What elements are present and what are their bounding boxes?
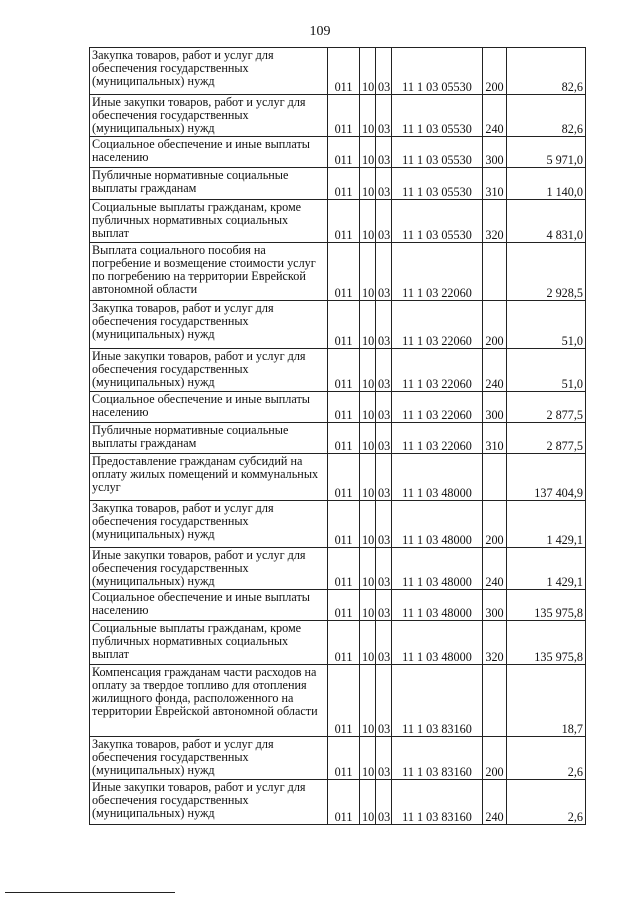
row-name: Иные закупки товаров, работ и услуг для обеспечения государственных (муниципальных) нужд [90, 548, 328, 590]
amount-value: 1 140,0 [507, 168, 586, 200]
target-article-code: 11 1 03 22060 [392, 423, 483, 454]
target-article-code: 11 1 03 48000 [392, 590, 483, 621]
amount-value: 82,6 [507, 48, 586, 95]
row-name: Иные закупки товаров, работ и услуг для обеспечения государственных (муниципальных) нужд [90, 349, 328, 392]
ministry-code: 011 [328, 95, 360, 137]
row-name: Закупка товаров, работ и услуг для обеспечения государственных (муниципальных) нужд [90, 48, 328, 95]
subsection-code: 03 [376, 501, 392, 548]
section-code: 10 [360, 48, 376, 95]
subsection-code: 03 [376, 665, 392, 737]
amount-value: 18,7 [507, 665, 586, 737]
section-code: 10 [360, 780, 376, 825]
section-code: 10 [360, 168, 376, 200]
section-code: 10 [360, 95, 376, 137]
row-name: Иные закупки товаров, работ и услуг для обеспечения государственных (муниципальных) нужд [90, 95, 328, 137]
ministry-code: 011 [328, 243, 360, 301]
table-row [90, 423, 586, 454]
amount-value: 2 877,5 [507, 423, 586, 454]
target-article-code: 11 1 03 05530 [392, 95, 483, 137]
subsection-code: 03 [376, 349, 392, 392]
subsection-code: 03 [376, 48, 392, 95]
ministry-code: 011 [328, 501, 360, 548]
expense-type-code: 240 [483, 349, 507, 392]
section-code: 10 [360, 737, 376, 780]
target-article-code: 11 1 03 48000 [392, 621, 483, 665]
amount-value: 82,6 [507, 95, 586, 137]
amount-value: 135 975,8 [507, 590, 586, 621]
expense-type-code: 310 [483, 168, 507, 200]
section-code: 10 [360, 137, 376, 168]
expense-type-code: 240 [483, 780, 507, 825]
row-name: Закупка товаров, работ и услуг для обеспечения государственных (муниципальных) нужд [90, 501, 328, 548]
page-number: 109 [309, 24, 331, 39]
row-name: Социальное обеспечение и иные выплаты населению [90, 392, 328, 423]
expense-type-code: 240 [483, 95, 507, 137]
target-article-code: 11 1 03 22060 [392, 301, 483, 349]
subsection-code: 03 [376, 243, 392, 301]
table-row [90, 590, 586, 621]
row-name: Социальные выплаты гражданам, кроме публичных нормативных социальных выплат [90, 200, 328, 243]
footer-divider [5, 892, 175, 893]
subsection-code: 03 [376, 392, 392, 423]
target-article-code: 11 1 03 05530 [392, 200, 483, 243]
section-code: 10 [360, 200, 376, 243]
expense-type-code: 240 [483, 548, 507, 590]
table-row [90, 168, 586, 200]
amount-value: 2,6 [507, 780, 586, 825]
table-row [90, 200, 586, 243]
amount-value: 4 831,0 [507, 200, 586, 243]
table-row [90, 95, 586, 137]
table-row [90, 665, 586, 737]
target-article-code: 11 1 03 48000 [392, 501, 483, 548]
ministry-code: 011 [328, 301, 360, 349]
target-article-code: 11 1 03 05530 [392, 137, 483, 168]
subsection-code: 03 [376, 200, 392, 243]
table-row [90, 548, 586, 590]
amount-value: 2,6 [507, 737, 586, 780]
section-code: 10 [360, 349, 376, 392]
expense-type-code: 300 [483, 590, 507, 621]
table-row [90, 737, 586, 780]
expense-type-code: 310 [483, 423, 507, 454]
table-row [90, 243, 586, 301]
ministry-code: 011 [328, 548, 360, 590]
section-code: 10 [360, 423, 376, 454]
row-name: Социальные выплаты гражданам, кроме публичных нормативных социальных выплат [90, 621, 328, 665]
ministry-code: 011 [328, 392, 360, 423]
expense-type-code: 300 [483, 392, 507, 423]
subsection-code: 03 [376, 168, 392, 200]
amount-value: 51,0 [507, 349, 586, 392]
row-name: Социальное обеспечение и иные выплаты населению [90, 137, 328, 168]
target-article-code: 11 1 03 48000 [392, 548, 483, 590]
section-code: 10 [360, 454, 376, 501]
expense-type-code: 200 [483, 48, 507, 95]
row-name: Публичные нормативные социальные выплаты гражданам [90, 168, 328, 200]
subsection-code: 03 [376, 548, 392, 590]
section-code: 10 [360, 301, 376, 349]
row-name: Иные закупки товаров, работ и услуг для обеспечения государственных (муниципальных) нужд [90, 780, 328, 825]
row-name: Закупка товаров, работ и услуг для обеспечения государственных (муниципальных) нужд [90, 737, 328, 780]
target-article-code: 11 1 03 22060 [392, 243, 483, 301]
ministry-code: 011 [328, 48, 360, 95]
amount-value: 135 975,8 [507, 621, 586, 665]
target-article-code: 11 1 03 48000 [392, 454, 483, 501]
table-row [90, 501, 586, 548]
table-row [90, 454, 586, 501]
subsection-code: 03 [376, 737, 392, 780]
subsection-code: 03 [376, 301, 392, 349]
section-code: 10 [360, 621, 376, 665]
ministry-code: 011 [328, 454, 360, 501]
target-article-code: 11 1 03 05530 [392, 48, 483, 95]
ministry-code: 011 [328, 168, 360, 200]
expense-type-code [483, 243, 507, 301]
target-article-code: 11 1 03 05530 [392, 168, 483, 200]
amount-value: 2 877,5 [507, 392, 586, 423]
amount-value: 5 971,0 [507, 137, 586, 168]
table-row [90, 621, 586, 665]
table-body [90, 48, 586, 825]
ministry-code: 011 [328, 737, 360, 780]
table-row [90, 780, 586, 825]
table-row [90, 137, 586, 168]
target-article-code: 11 1 03 83160 [392, 665, 483, 737]
amount-value: 2 928,5 [507, 243, 586, 301]
expense-type-code: 200 [483, 301, 507, 349]
row-name: Выплата социального пособия на погребение и возмещение стоимости услуг по погребению на территории Еврейской автономной области [90, 243, 328, 301]
expense-type-code: 320 [483, 200, 507, 243]
amount-value: 137 404,9 [507, 454, 586, 501]
section-code: 10 [360, 392, 376, 423]
table-row [90, 349, 586, 392]
section-code: 10 [360, 590, 376, 621]
expense-type-code [483, 454, 507, 501]
ministry-code: 011 [328, 137, 360, 168]
row-name: Компенсация гражданам части расходов на оплату за твердое топливо для отопления жилищного фонда, расположенного на территории Еврейской автономной области [90, 665, 328, 737]
expense-type-code [483, 665, 507, 737]
row-name: Социальное обеспечение и иные выплаты населению [90, 590, 328, 621]
expense-type-code: 200 [483, 737, 507, 780]
expense-type-code: 300 [483, 137, 507, 168]
ministry-code: 011 [328, 780, 360, 825]
expense-type-code: 320 [483, 621, 507, 665]
row-name: Предоставление гражданам субсидий на оплату жилых помещений и коммунальных услуг [90, 454, 328, 501]
ministry-code: 011 [328, 349, 360, 392]
amount-value: 51,0 [507, 301, 586, 349]
subsection-code: 03 [376, 137, 392, 168]
budget-table [89, 47, 586, 825]
row-name: Закупка товаров, работ и услуг для обеспечения государственных (муниципальных) нужд [90, 301, 328, 349]
table-row [90, 392, 586, 423]
subsection-code: 03 [376, 454, 392, 501]
target-article-code: 11 1 03 22060 [392, 349, 483, 392]
target-article-code: 11 1 03 83160 [392, 780, 483, 825]
subsection-code: 03 [376, 780, 392, 825]
ministry-code: 011 [328, 665, 360, 737]
row-name: Публичные нормативные социальные выплаты гражданам [90, 423, 328, 454]
expense-type-code: 200 [483, 501, 507, 548]
target-article-code: 11 1 03 22060 [392, 392, 483, 423]
amount-value: 1 429,1 [507, 548, 586, 590]
subsection-code: 03 [376, 621, 392, 665]
target-article-code: 11 1 03 83160 [392, 737, 483, 780]
section-code: 10 [360, 243, 376, 301]
section-code: 10 [360, 665, 376, 737]
ministry-code: 011 [328, 200, 360, 243]
section-code: 10 [360, 548, 376, 590]
amount-value: 1 429,1 [507, 501, 586, 548]
table-row [90, 301, 586, 349]
ministry-code: 011 [328, 621, 360, 665]
ministry-code: 011 [328, 423, 360, 454]
table-row [90, 48, 586, 95]
ministry-code: 011 [328, 590, 360, 621]
section-code: 10 [360, 501, 376, 548]
subsection-code: 03 [376, 590, 392, 621]
subsection-code: 03 [376, 423, 392, 454]
subsection-code: 03 [376, 95, 392, 137]
